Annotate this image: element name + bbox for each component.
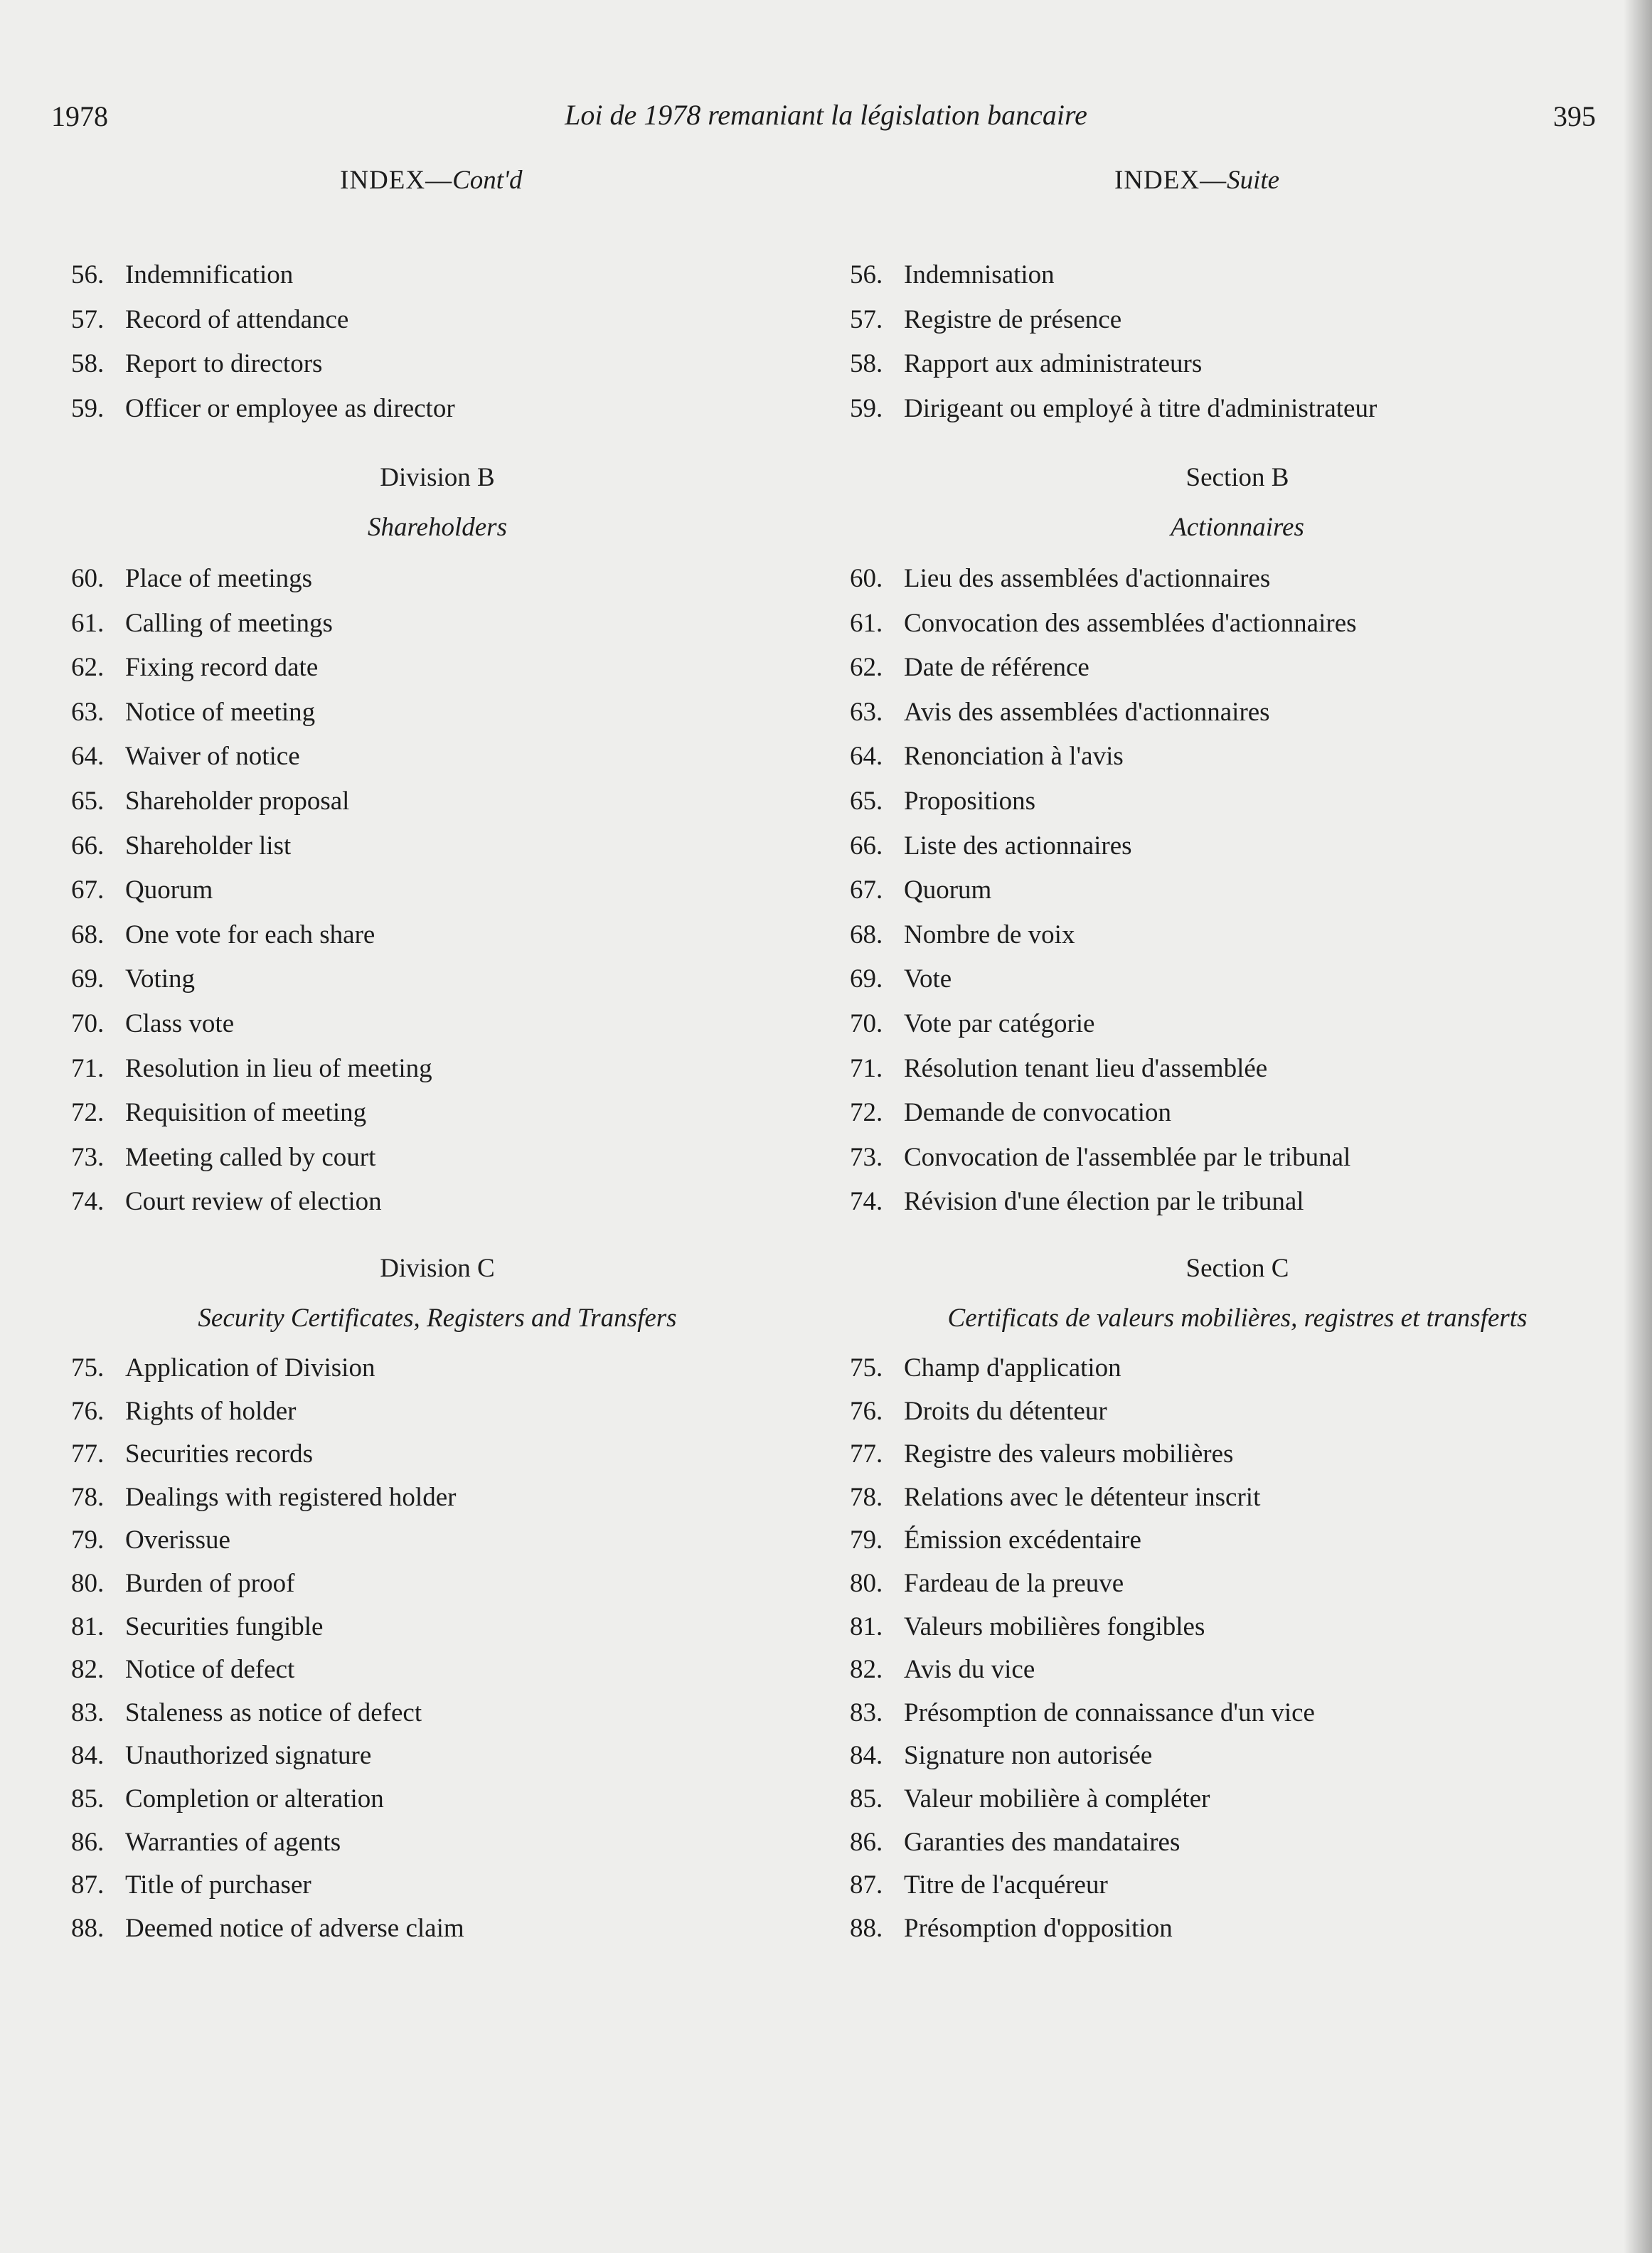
entry-number: 58. [71,349,105,378]
entry-number: 69. [850,964,883,994]
entry-text: Securities records [125,1439,314,1469]
entry-number: 57. [850,304,883,334]
division-subtitle: Certificats de valeurs mobilières, registres et transferts [947,1304,1528,1333]
entry-text: Demande de convocation [904,1098,1172,1128]
entry-number: 77. [71,1439,105,1469]
entry-text: Titre de l'acquéreur [904,1870,1108,1900]
entry-number: 72. [850,1098,883,1128]
index-entry [850,964,952,994]
index-entry [71,1913,464,1944]
entry-number: 73. [850,1142,883,1172]
entry-text: Champ d'application [904,1353,1121,1383]
entry-number: 66. [850,831,883,861]
entry-number: 75. [850,1353,883,1383]
entry-text: Présomption de connaissance d'un vice [904,1698,1315,1727]
entry-text: Relations avec le détenteur inscrit [904,1482,1261,1512]
entry-text: Avis des assemblées d'actionnaires [904,697,1270,727]
index-entry [71,920,375,950]
index-entry [71,1612,323,1642]
index-entry [71,1784,384,1814]
entry-text: Overissue [125,1525,230,1555]
entry-text: Convocation des assemblées d'actionnaires [904,608,1357,638]
entry-text: Convocation de l'assemblée par le tribunal [904,1142,1351,1172]
entry-text: Title of purchaser [125,1870,311,1900]
entry-text: Meeting called by court [125,1142,376,1172]
index-entry [71,1186,382,1217]
entry-number: 76. [71,1396,105,1426]
entry-text: Registre des valeurs mobilières [904,1439,1234,1469]
entry-text: Class vote [125,1009,235,1038]
entry-number: 73. [71,1142,105,1172]
index-entry [71,1525,230,1555]
entry-text: Resolution in lieu of meeting [125,1053,432,1083]
entry-number: 67. [71,875,105,905]
index-entry [850,1612,1205,1642]
index-entry [71,1698,422,1728]
entry-number: 83. [71,1698,105,1727]
index-entry [850,1913,1173,1944]
entry-number: 74. [71,1187,105,1217]
entry-number: 63. [850,697,883,727]
entry-text: Présomption d'opposition [904,1913,1173,1943]
entry-number: 57. [71,304,105,334]
entry-number: 72. [71,1098,105,1128]
entry-text: Burden of proof [125,1569,295,1598]
entry-number: 56. [850,260,883,289]
entry-number: 82. [850,1655,883,1685]
index-entry [71,1870,311,1900]
index-entry [71,1439,313,1469]
division-title: Section B [1185,463,1289,492]
index-entry [850,697,1270,728]
entry-number: 69. [71,964,105,994]
index-entry [71,393,455,424]
entry-number: 81. [71,1612,105,1641]
index-entry [71,1053,432,1084]
entry-number: 79. [71,1525,105,1555]
index-entry [850,1740,1152,1771]
index-entry [71,741,300,772]
index-entry [850,393,1377,424]
index-entry [71,563,312,594]
index-entry [850,1698,1315,1728]
index-entry [71,786,349,816]
entry-number: 78. [71,1482,105,1512]
index-entry [71,1142,375,1173]
page-year: 1978 [51,100,108,132]
entry-number: 64. [850,742,883,772]
division-title: Division B [380,463,495,492]
entry-number: 56. [71,260,105,289]
entry-text: Vote [904,964,952,994]
index-entry [850,348,1202,379]
entry-number: 65. [71,787,105,816]
entry-text: Requisition of meeting [125,1098,367,1128]
entry-number: 62. [850,653,883,683]
entry-number: 83. [850,1698,883,1727]
index-entry [850,1142,1350,1173]
entry-number: 70. [850,1009,883,1038]
index-label: INDEX— [340,166,453,195]
running-title: Loi de 1978 remaniant la législation bancaire [565,99,1087,131]
index-entry [71,1008,234,1039]
entry-number: 82. [71,1655,105,1685]
index-entry [850,1870,1108,1900]
entry-text: Voting [125,964,196,994]
entry-text: Report to directors [125,349,323,378]
entry-number: 74. [850,1187,883,1217]
entry-text: Officer or employee as director [125,393,455,423]
index-suffix: Suite [1227,166,1280,195]
entry-number: 61. [71,608,105,638]
index-entry [71,964,195,994]
index-entry [850,1053,1267,1084]
entry-number: 76. [850,1396,883,1426]
index-entry [71,1654,294,1685]
entry-text: Completion or alteration [125,1784,384,1813]
entry-number: 86. [71,1827,105,1857]
entry-text: Garanties des mandataires [904,1827,1181,1857]
index-entry [71,1568,294,1599]
entry-number: 70. [71,1009,105,1038]
index-suffix: Cont'd [452,166,523,195]
entry-text: Renonciation à l'avis [904,742,1124,772]
entry-number: 86. [850,1827,883,1857]
index-entry [71,1482,456,1513]
index-entry [850,1353,1121,1383]
entry-text: Dirigeant ou employé à titre d'administrateur [904,393,1377,423]
entry-number: 64. [71,742,105,772]
entry-number: 88. [71,1913,105,1943]
entry-text: Valeurs mobilières fongibles [904,1612,1205,1641]
index-entry [71,652,318,683]
entry-text: Registre de présence [904,304,1122,334]
entry-number: 68. [850,920,883,949]
entry-text: Place of meetings [125,564,313,593]
index-entry [71,260,293,290]
index-entry [71,1827,341,1858]
index-entry [850,920,1075,950]
entry-text: Notice of defect [125,1655,295,1685]
entry-number: 58. [850,349,883,378]
index-entry [850,1008,1094,1039]
index-entry [71,304,348,335]
entry-number: 61. [850,608,883,638]
index-entry [71,608,333,639]
index-entry [71,875,213,905]
entry-number: 79. [850,1525,883,1555]
entry-number: 62. [71,653,105,683]
index-entry [71,1353,375,1383]
index-entry [850,1654,1035,1685]
index-entry [71,348,322,379]
division-title: Section C [1185,1254,1289,1283]
entry-number: 59. [71,393,105,423]
entry-text: Application of Division [125,1353,375,1383]
index-entry [850,875,991,905]
division-title: Division C [380,1254,495,1283]
entry-number: 75. [71,1353,105,1383]
entry-text: Vote par catégorie [904,1009,1095,1038]
entry-number: 60. [71,564,105,593]
index-entry [850,1525,1141,1555]
entry-number: 87. [71,1870,105,1900]
index-entry [850,1186,1304,1217]
entry-text: Rights of holder [125,1396,297,1426]
entry-text: Dealings with registered holder [125,1482,457,1512]
page-number: 395 [1553,100,1596,132]
entry-text: Avis du vice [904,1655,1035,1685]
index-label: INDEX— [1114,166,1227,195]
entry-text: Droits du détenteur [904,1396,1107,1426]
entry-number: 84. [850,1741,883,1771]
entry-number: 80. [71,1569,105,1598]
entry-number: 85. [71,1784,105,1813]
index-entry [850,786,1035,816]
entry-text: Quorum [904,875,992,905]
index-entry [850,1827,1180,1858]
division-subtitle: Shareholders [368,513,507,542]
entry-number: 65. [850,787,883,816]
index-heading [340,165,522,196]
entry-text: Waiver of notice [125,742,300,772]
entry-text: Propositions [904,787,1036,816]
entry-number: 71. [71,1053,105,1083]
entry-number: 77. [850,1439,883,1469]
index-entry [71,697,315,728]
division-subtitle: Actionnaires [1171,513,1304,542]
index-entry [71,1740,371,1771]
entry-number: 60. [850,564,883,593]
entry-text: Résolution tenant lieu d'assemblée [904,1053,1268,1083]
index-entry [850,260,1055,290]
entry-number: 63. [71,697,105,727]
index-entry [850,831,1132,861]
entry-text: Nombre de voix [904,920,1075,949]
index-entry [850,608,1357,639]
entry-text: Shareholder proposal [125,787,350,816]
entry-text: Fixing record date [125,653,319,683]
division-subtitle: Security Certificates, Registers and Transfers [198,1304,677,1333]
entry-text: Court review of election [125,1187,382,1217]
entry-text: Deemed notice of adverse claim [125,1913,464,1943]
entry-number: 88. [850,1913,883,1943]
entry-text: Indemnisation [904,260,1055,289]
entry-text: One vote for each share [125,920,375,949]
entry-text: Valeur mobilière à compléter [904,1784,1210,1813]
index-entry [850,1482,1260,1513]
index-entry [850,1396,1107,1427]
entry-number: 67. [850,875,883,905]
entry-number: 85. [850,1784,883,1813]
entry-text: Liste des actionnaires [904,831,1132,861]
index-entry [850,1097,1171,1128]
entry-text: Indemnification [125,260,294,289]
index-entry [850,1439,1233,1469]
entry-number: 68. [71,920,105,949]
entry-text: Rapport aux administrateurs [904,349,1203,378]
entry-text: Quorum [125,875,213,905]
entry-number: 87. [850,1870,883,1900]
entry-text: Calling of meetings [125,608,333,638]
entry-number: 84. [71,1741,105,1771]
index-entry [850,563,1270,594]
entry-text: Lieu des assemblées d'actionnaires [904,564,1271,593]
entry-number: 78. [850,1482,883,1512]
entry-text: Warranties of agents [125,1827,341,1857]
index-entry [850,1568,1124,1599]
entry-text: Date de référence [904,653,1089,683]
index-entry [850,1784,1210,1814]
entry-text: Notice of meeting [125,697,316,727]
entry-text: Unauthorized signature [125,1741,372,1771]
page-edge-shadow [1624,0,1652,2253]
entry-number: 71. [850,1053,883,1083]
index-heading [1114,165,1279,196]
index-entry [850,652,1089,683]
entry-text: Record of attendance [125,304,349,334]
entry-text: Shareholder list [125,831,292,861]
entry-number: 81. [850,1612,883,1641]
index-entry [71,1396,296,1427]
index-entry [71,1097,366,1128]
entry-text: Révision d'une élection par le tribunal [904,1187,1304,1217]
entry-text: Staleness as notice of defect [125,1698,422,1727]
entry-text: Émission excédentaire [904,1525,1141,1555]
entry-number: 80. [850,1569,883,1598]
entry-text: Securities fungible [125,1612,324,1641]
index-entry [850,304,1121,335]
entry-text: Fardeau de la preuve [904,1569,1124,1598]
entry-number: 59. [850,393,883,423]
entry-number: 66. [71,831,105,861]
index-entry [71,831,291,861]
index-entry [850,741,1124,772]
entry-text: Signature non autorisée [904,1741,1153,1771]
